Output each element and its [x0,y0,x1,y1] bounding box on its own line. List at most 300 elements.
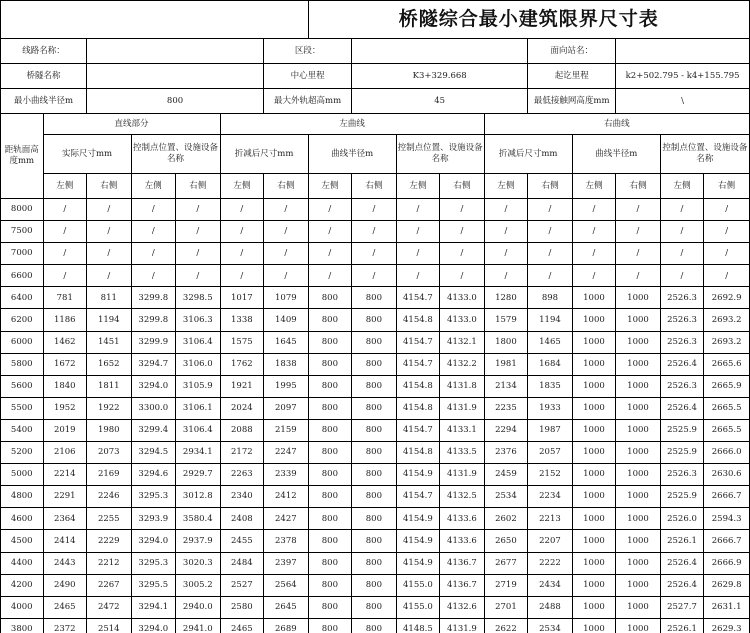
value-cell[interactable]: 2665.6 [704,353,750,375]
value-cell[interactable]: 2263 [220,464,264,486]
height-cell[interactable]: 4000 [1,596,44,618]
value-cell[interactable]: / [131,199,176,221]
value-cell[interactable]: 1575 [220,331,264,353]
value-cell[interactable]: 1000 [572,464,616,486]
value-cell[interactable]: 800 [308,508,352,530]
value-cell[interactable]: 4154.9 [396,552,440,574]
value-cell[interactable]: 1000 [572,530,616,552]
bridge-name-value[interactable] [87,64,264,89]
value-cell[interactable]: 1579 [484,309,528,331]
value-cell[interactable]: 1840 [43,375,87,397]
value-cell[interactable]: 1000 [572,287,616,309]
value-cell[interactable]: 2247 [264,442,309,464]
value-cell[interactable]: 4154.9 [396,464,440,486]
value-cell[interactable]: / [220,221,264,243]
value-cell[interactable]: / [572,199,616,221]
value-cell[interactable]: 2490 [43,574,87,596]
value-cell[interactable]: 800 [308,397,352,419]
value-cell[interactable]: 1000 [616,309,661,331]
value-cell[interactable]: 4131.8 [440,375,485,397]
value-cell[interactable]: / [704,265,750,287]
value-cell[interactable]: 2488 [528,596,573,618]
value-cell[interactable]: 4136.7 [440,574,485,596]
value-cell[interactable]: 2443 [43,552,87,574]
value-cell[interactable]: / [660,265,704,287]
value-cell[interactable]: / [528,221,573,243]
value-cell[interactable]: / [176,243,221,265]
value-cell[interactable]: 800 [308,419,352,441]
value-cell[interactable]: / [352,199,397,221]
height-cell[interactable]: 4400 [1,552,44,574]
value-cell[interactable]: 2455 [220,530,264,552]
value-cell[interactable]: 2134 [484,375,528,397]
value-cell[interactable]: 1451 [87,331,132,353]
value-cell[interactable]: 800 [352,331,397,353]
value-cell[interactable]: 2397 [264,552,309,574]
value-cell[interactable]: 2159 [264,419,309,441]
value-cell[interactable]: / [660,243,704,265]
value-cell[interactable]: 2940.0 [176,596,221,618]
value-cell[interactable]: 800 [308,574,352,596]
value-cell[interactable]: 4154.8 [396,442,440,464]
value-cell[interactable]: 800 [308,442,352,464]
value-cell[interactable]: 1000 [616,419,661,441]
value-cell[interactable]: 1000 [616,596,661,618]
value-cell[interactable]: 2222 [528,552,573,574]
value-cell[interactable]: 1933 [528,397,573,419]
value-cell[interactable]: 1922 [87,397,132,419]
value-cell[interactable]: 4133.0 [440,287,485,309]
value-cell[interactable]: 800 [308,353,352,375]
value-cell[interactable]: 1000 [572,596,616,618]
value-cell[interactable]: 2665.9 [704,375,750,397]
value-cell[interactable]: 1000 [616,574,661,596]
value-cell[interactable]: / [176,199,221,221]
value-cell[interactable]: 2434 [528,574,573,596]
height-cell[interactable]: 6600 [1,265,44,287]
value-cell[interactable]: 1000 [616,552,661,574]
value-cell[interactable]: 3294.1 [131,596,176,618]
value-cell[interactable]: 2526.4 [660,552,704,574]
value-cell[interactable]: / [220,265,264,287]
value-cell[interactable]: 800 [308,596,352,618]
value-cell[interactable]: / [616,243,661,265]
value-cell[interactable]: 3294.7 [131,353,176,375]
height-cell[interactable]: 7000 [1,243,44,265]
value-cell[interactable]: 4154.9 [396,530,440,552]
value-cell[interactable]: / [660,221,704,243]
value-cell[interactable]: / [616,221,661,243]
value-cell[interactable]: 2106 [43,442,87,464]
value-cell[interactable]: / [308,221,352,243]
value-cell[interactable]: / [572,265,616,287]
value-cell[interactable]: / [264,199,309,221]
value-cell[interactable]: / [440,221,485,243]
value-cell[interactable]: 3580.4 [176,508,221,530]
value-cell[interactable]: 2514 [87,618,132,633]
height-cell[interactable]: 4200 [1,574,44,596]
value-cell[interactable]: 1981 [484,353,528,375]
value-cell[interactable]: 2527.7 [660,596,704,618]
value-cell[interactable]: 2629.8 [704,574,750,596]
value-cell[interactable]: / [704,221,750,243]
value-cell[interactable]: / [528,199,573,221]
value-cell[interactable]: 2376 [484,442,528,464]
value-cell[interactable]: 2526.3 [660,287,704,309]
value-cell[interactable]: 2235 [484,397,528,419]
value-cell[interactable]: 898 [528,287,573,309]
value-cell[interactable]: 2526.0 [660,508,704,530]
value-cell[interactable]: 2073 [87,442,132,464]
height-cell[interactable]: 5500 [1,397,44,419]
min-radius-value[interactable]: 800 [87,89,264,114]
value-cell[interactable]: / [484,199,528,221]
value-cell[interactable]: 2472 [87,596,132,618]
value-cell[interactable]: 2666.0 [704,442,750,464]
value-cell[interactable]: 4133.6 [440,530,485,552]
value-cell[interactable]: 4133.5 [440,442,485,464]
value-cell[interactable]: 1409 [264,309,309,331]
value-cell[interactable]: 2364 [43,508,87,530]
value-cell[interactable]: 2255 [87,508,132,530]
value-cell[interactable]: 1980 [87,419,132,441]
value-cell[interactable]: 2246 [87,486,132,508]
value-cell[interactable]: / [572,243,616,265]
value-cell[interactable]: 2534 [528,618,573,633]
value-cell[interactable]: / [264,221,309,243]
value-cell[interactable]: 800 [308,375,352,397]
height-cell[interactable]: 3800 [1,618,44,633]
value-cell[interactable]: 4154.7 [396,486,440,508]
value-cell[interactable]: / [131,221,176,243]
value-cell[interactable]: 4131.9 [440,464,485,486]
value-cell[interactable]: 3005.2 [176,574,221,596]
value-cell[interactable]: 1000 [572,508,616,530]
value-cell[interactable]: 3294.6 [131,464,176,486]
value-cell[interactable]: / [308,265,352,287]
value-cell[interactable]: 1000 [572,574,616,596]
value-cell[interactable]: 2629.3 [704,618,750,633]
value-cell[interactable]: 2526.3 [660,375,704,397]
value-cell[interactable]: / [264,243,309,265]
value-cell[interactable]: 2414 [43,530,87,552]
value-cell[interactable]: 2526.3 [660,309,704,331]
value-cell[interactable]: 800 [352,618,397,633]
value-cell[interactable]: / [176,221,221,243]
height-cell[interactable]: 5400 [1,419,44,441]
value-cell[interactable]: 2937.9 [176,530,221,552]
value-cell[interactable]: 800 [352,596,397,618]
value-cell[interactable]: 4132.1 [440,331,485,353]
value-cell[interactable]: 1079 [264,287,309,309]
value-cell[interactable]: 2019 [43,419,87,441]
max-superelevation-value[interactable]: 45 [352,89,528,114]
value-cell[interactable]: / [87,265,132,287]
value-cell[interactable]: 1280 [484,287,528,309]
value-cell[interactable]: 1000 [572,331,616,353]
value-cell[interactable]: 1995 [264,375,309,397]
value-cell[interactable]: 800 [308,552,352,574]
value-cell[interactable]: / [396,221,440,243]
value-cell[interactable]: 2412 [264,486,309,508]
value-cell[interactable]: 2580 [220,596,264,618]
value-cell[interactable]: / [572,221,616,243]
value-cell[interactable]: 2378 [264,530,309,552]
value-cell[interactable]: 4133.1 [440,419,485,441]
value-cell[interactable]: 2427 [264,508,309,530]
value-cell[interactable]: 2525.9 [660,486,704,508]
value-cell[interactable]: 2097 [264,397,309,419]
value-cell[interactable]: 1645 [264,331,309,353]
value-cell[interactable]: 800 [352,419,397,441]
value-cell[interactable]: 2630.6 [704,464,750,486]
value-cell[interactable]: 2214 [43,464,87,486]
value-cell[interactable]: / [220,199,264,221]
height-cell[interactable]: 6400 [1,287,44,309]
value-cell[interactable]: / [396,199,440,221]
height-cell[interactable]: 5200 [1,442,44,464]
value-cell[interactable]: 800 [352,530,397,552]
value-cell[interactable]: 2234 [528,486,573,508]
value-cell[interactable]: / [528,265,573,287]
value-cell[interactable]: 2666.7 [704,486,750,508]
height-cell[interactable]: 5000 [1,464,44,486]
value-cell[interactable]: 3020.3 [176,552,221,574]
value-cell[interactable]: 3105.9 [176,375,221,397]
value-cell[interactable]: 1000 [572,419,616,441]
value-cell[interactable]: / [176,265,221,287]
value-cell[interactable]: 3295.3 [131,486,176,508]
value-cell[interactable]: 2934.1 [176,442,221,464]
value-cell[interactable]: 2339 [264,464,309,486]
line-name-value[interactable] [87,39,264,64]
station-value[interactable] [616,39,750,64]
value-cell[interactable]: / [704,243,750,265]
value-cell[interactable]: 1800 [484,331,528,353]
value-cell[interactable]: 800 [352,486,397,508]
value-cell[interactable]: 1952 [43,397,87,419]
value-cell[interactable]: / [131,265,176,287]
value-cell[interactable]: 1000 [572,397,616,419]
value-cell[interactable]: 2665.5 [704,397,750,419]
value-cell[interactable]: 2693.2 [704,331,750,353]
value-cell[interactable]: 3293.9 [131,508,176,530]
value-cell[interactable]: 1017 [220,287,264,309]
value-cell[interactable]: 1000 [616,618,661,633]
value-cell[interactable]: 2631.1 [704,596,750,618]
value-cell[interactable]: / [131,243,176,265]
value-cell[interactable]: / [43,199,87,221]
value-cell[interactable]: / [43,265,87,287]
value-cell[interactable]: 1000 [616,353,661,375]
value-cell[interactable]: 1684 [528,353,573,375]
value-cell[interactable]: 1000 [616,442,661,464]
value-cell[interactable]: 2465 [220,618,264,633]
value-cell[interactable]: 3106.3 [176,309,221,331]
value-cell[interactable]: 2088 [220,419,264,441]
value-cell[interactable]: 3299.8 [131,309,176,331]
value-cell[interactable]: / [352,243,397,265]
value-cell[interactable]: 4154.7 [396,287,440,309]
value-cell[interactable]: / [352,221,397,243]
value-cell[interactable]: / [220,243,264,265]
value-cell[interactable]: 2213 [528,508,573,530]
value-cell[interactable]: 1000 [572,442,616,464]
value-cell[interactable]: 1762 [220,353,264,375]
value-cell[interactable]: / [484,265,528,287]
value-cell[interactable]: 1186 [43,309,87,331]
value-cell[interactable]: 1462 [43,331,87,353]
value-cell[interactable]: 800 [352,309,397,331]
value-cell[interactable]: 1465 [528,331,573,353]
value-cell[interactable]: 2152 [528,464,573,486]
value-cell[interactable]: 3106.4 [176,419,221,441]
value-cell[interactable]: 1000 [572,375,616,397]
value-cell[interactable]: 4154.8 [396,309,440,331]
value-cell[interactable]: 781 [43,287,87,309]
value-cell[interactable]: 2229 [87,530,132,552]
value-cell[interactable]: / [440,243,485,265]
height-cell[interactable]: 6200 [1,309,44,331]
value-cell[interactable]: / [528,243,573,265]
value-cell[interactable]: 2526.1 [660,530,704,552]
value-cell[interactable]: / [396,243,440,265]
value-cell[interactable]: 800 [352,442,397,464]
value-cell[interactable]: 2666.7 [704,530,750,552]
value-cell[interactable]: / [484,243,528,265]
value-cell[interactable]: / [616,199,661,221]
value-cell[interactable]: 3106.1 [176,397,221,419]
value-cell[interactable]: 2024 [220,397,264,419]
value-cell[interactable]: 1921 [220,375,264,397]
value-cell[interactable]: 2665.5 [704,419,750,441]
value-cell[interactable]: 2484 [220,552,264,574]
value-cell[interactable]: 2929.7 [176,464,221,486]
min-contact-height-value[interactable]: \ [616,89,750,114]
value-cell[interactable]: 2719 [484,574,528,596]
height-cell[interactable]: 5800 [1,353,44,375]
value-cell[interactable]: 2459 [484,464,528,486]
value-cell[interactable]: / [396,265,440,287]
value-cell[interactable]: / [308,199,352,221]
height-cell[interactable]: 4600 [1,508,44,530]
value-cell[interactable]: 2650 [484,530,528,552]
value-cell[interactable]: / [616,265,661,287]
value-cell[interactable]: 2526.1 [660,618,704,633]
value-cell[interactable]: / [87,243,132,265]
value-cell[interactable]: 3299.9 [131,331,176,353]
value-cell[interactable]: 1835 [528,375,573,397]
value-cell[interactable]: 2526.4 [660,574,704,596]
value-cell[interactable]: / [43,221,87,243]
value-cell[interactable]: 2212 [87,552,132,574]
value-cell[interactable]: 1000 [616,331,661,353]
value-cell[interactable]: / [440,199,485,221]
value-cell[interactable]: 800 [352,287,397,309]
value-cell[interactable]: / [43,243,87,265]
section-value[interactable] [352,39,528,64]
value-cell[interactable]: 1000 [572,618,616,633]
value-cell[interactable]: 2534 [484,486,528,508]
value-cell[interactable]: 811 [87,287,132,309]
value-cell[interactable]: 800 [352,508,397,530]
value-cell[interactable]: / [87,199,132,221]
value-cell[interactable]: 2594.3 [704,508,750,530]
value-cell[interactable]: 4154.7 [396,331,440,353]
value-cell[interactable]: 1000 [616,508,661,530]
value-cell[interactable]: 1000 [616,375,661,397]
value-cell[interactable]: 1811 [87,375,132,397]
value-cell[interactable]: 2207 [528,530,573,552]
value-cell[interactable]: / [352,265,397,287]
value-cell[interactable]: 2465 [43,596,87,618]
value-cell[interactable]: 4132.5 [440,486,485,508]
value-cell[interactable]: 2372 [43,618,87,633]
value-cell[interactable]: 3294.0 [131,530,176,552]
height-cell[interactable]: 7500 [1,221,44,243]
value-cell[interactable]: 4136.7 [440,552,485,574]
value-cell[interactable]: / [308,243,352,265]
value-cell[interactable]: 3106.4 [176,331,221,353]
value-cell[interactable]: 1000 [616,530,661,552]
value-cell[interactable]: 4131.9 [440,397,485,419]
value-cell[interactable]: 2693.2 [704,309,750,331]
value-cell[interactable]: / [440,265,485,287]
value-cell[interactable]: 1000 [572,309,616,331]
height-cell[interactable]: 5600 [1,375,44,397]
range-value[interactable]: k2+502.795 - k4+155.795 [616,64,750,89]
value-cell[interactable]: 2645 [264,596,309,618]
value-cell[interactable]: 4154.9 [396,508,440,530]
value-cell[interactable]: / [264,265,309,287]
value-cell[interactable]: 4132.2 [440,353,485,375]
value-cell[interactable]: 1000 [572,486,616,508]
value-cell[interactable]: 4154.7 [396,353,440,375]
value-cell[interactable]: 800 [308,618,352,633]
value-cell[interactable]: 1000 [616,486,661,508]
value-cell[interactable]: 2408 [220,508,264,530]
value-cell[interactable]: 2602 [484,508,528,530]
value-cell[interactable]: 3294.0 [131,375,176,397]
value-cell[interactable]: 2692.9 [704,287,750,309]
value-cell[interactable]: / [660,199,704,221]
height-cell[interactable]: 4500 [1,530,44,552]
value-cell[interactable]: 4155.0 [396,574,440,596]
value-cell[interactable]: / [704,199,750,221]
value-cell[interactable]: 800 [352,552,397,574]
value-cell[interactable]: 800 [308,530,352,552]
value-cell[interactable]: 1000 [572,552,616,574]
value-cell[interactable]: 2666.9 [704,552,750,574]
value-cell[interactable]: 2689 [264,618,309,633]
value-cell[interactable]: 2057 [528,442,573,464]
value-cell[interactable]: 800 [352,574,397,596]
value-cell[interactable]: 1000 [616,464,661,486]
value-cell[interactable]: 2526.4 [660,397,704,419]
value-cell[interactable]: 2677 [484,552,528,574]
value-cell[interactable]: / [484,221,528,243]
value-cell[interactable]: 2294 [484,419,528,441]
value-cell[interactable]: 1987 [528,419,573,441]
value-cell[interactable]: 800 [352,464,397,486]
value-cell[interactable]: 1000 [616,397,661,419]
value-cell[interactable]: 3294.5 [131,442,176,464]
value-cell[interactable]: 3298.5 [176,287,221,309]
value-cell[interactable]: 2340 [220,486,264,508]
value-cell[interactable]: 800 [352,375,397,397]
value-cell[interactable]: 2267 [87,574,132,596]
value-cell[interactable]: 800 [308,331,352,353]
